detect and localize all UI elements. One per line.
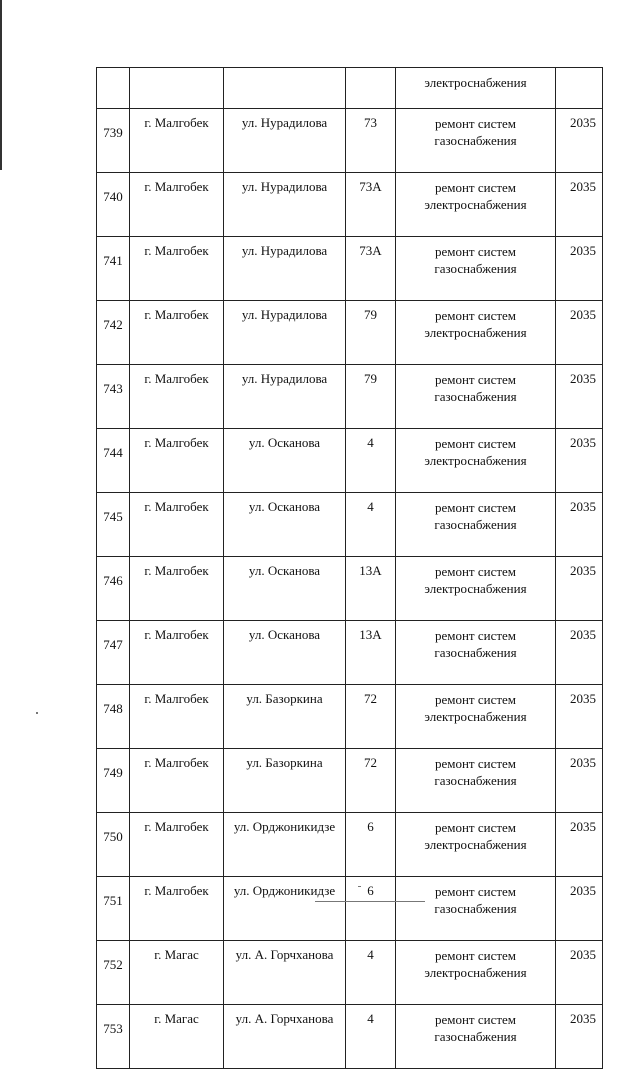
- city-cell: [130, 749, 224, 813]
- work-text: газоснабжения: [434, 133, 517, 148]
- footer-rule: [315, 901, 425, 902]
- work-cell: [396, 173, 556, 237]
- house-text: 6: [367, 819, 374, 834]
- street-cell: [224, 685, 346, 749]
- street-cell: [224, 941, 346, 1005]
- table-row: [97, 1005, 603, 1069]
- house-cell: [346, 877, 396, 941]
- city-cell: [130, 621, 224, 685]
- street-text: ул. Нурадилова: [241, 179, 328, 194]
- city-cell: [130, 813, 224, 877]
- work-cell: [396, 877, 556, 941]
- year-text: 2035: [570, 307, 596, 322]
- num-text: 742: [103, 317, 123, 332]
- street-cell: [224, 877, 346, 941]
- city-text: г. Малгобек: [144, 371, 209, 386]
- city-cell: [130, 237, 224, 301]
- city-text: г. Малгобек: [144, 435, 209, 450]
- num-cell: [97, 557, 130, 621]
- house-cell: [346, 621, 396, 685]
- city-text: г. Малгобек: [144, 883, 209, 898]
- num-cell: [97, 749, 130, 813]
- house-cell: [346, 365, 396, 429]
- num-cell: [97, 877, 130, 941]
- table-row: [97, 493, 603, 557]
- street-cell: [224, 749, 346, 813]
- table-row: [97, 173, 603, 237]
- work-text: газоснабжения: [434, 1029, 517, 1044]
- work-cell: [396, 621, 556, 685]
- house-cell: [346, 1005, 396, 1069]
- city-text: г. Малгобек: [144, 691, 209, 706]
- work-text: электроснабжения: [424, 581, 527, 596]
- street-cell: [224, 621, 346, 685]
- street-text: ул. Базоркина: [246, 691, 323, 706]
- num-cell: [97, 365, 130, 429]
- street-text: ул. Нурадилова: [241, 371, 328, 386]
- street-cell: [224, 301, 346, 365]
- num-text: 743: [103, 381, 123, 396]
- year-cell: [556, 173, 603, 237]
- street-text: ул. Нурадилова: [241, 115, 328, 130]
- year-text: 2035: [570, 499, 596, 514]
- num-text: 753: [103, 1021, 123, 1036]
- num-text: 749: [103, 765, 123, 780]
- year-text: 2035: [570, 755, 596, 770]
- num-text: 741: [103, 253, 123, 268]
- house-text: 79: [364, 307, 377, 322]
- work-text: ремонт систем: [434, 436, 517, 451]
- city-text: г. Малгобек: [144, 755, 209, 770]
- house-cell: [346, 429, 396, 493]
- street-text: ул. Осканова: [248, 499, 321, 514]
- num-text: 746: [103, 573, 123, 588]
- num-cell: [97, 429, 130, 493]
- year-text: 2035: [570, 691, 596, 706]
- work-text: ремонт систем: [434, 500, 517, 515]
- work-text: газоснабжения: [434, 517, 517, 532]
- work-text: газоснабжения: [434, 645, 517, 660]
- num-cell: [97, 1005, 130, 1069]
- table-row: [97, 109, 603, 173]
- work-text: газоснабжения: [434, 389, 517, 404]
- scan-speck: [36, 712, 38, 714]
- work-text: ремонт систем: [434, 564, 517, 579]
- city-text: г. Малгобек: [144, 243, 209, 258]
- house-text: 72: [364, 691, 377, 706]
- work-text: ремонт систем: [434, 1012, 517, 1027]
- num-cell: [97, 685, 130, 749]
- city-cell: [130, 365, 224, 429]
- year-cell: [556, 237, 603, 301]
- year-text: 2035: [570, 883, 596, 898]
- work-text: ремонт систем: [434, 372, 517, 387]
- continuation-row: [97, 68, 603, 109]
- table-row: [97, 237, 603, 301]
- year-cell: [556, 493, 603, 557]
- register-table: [96, 67, 603, 1069]
- work-text: ремонт систем: [434, 692, 517, 707]
- year-cell: [556, 941, 603, 1005]
- year-text: 2035: [570, 371, 596, 386]
- table-row: [97, 557, 603, 621]
- house-text: 72: [364, 755, 377, 770]
- year-cell: [556, 365, 603, 429]
- work-text: газоснабжения: [434, 901, 517, 916]
- city-cell: [130, 941, 224, 1005]
- num-cell: [97, 621, 130, 685]
- street-text: ул. А. Горчханова: [235, 947, 334, 962]
- city-text: г. Малгобек: [144, 819, 209, 834]
- year-cell: [556, 1005, 603, 1069]
- table-row: [97, 749, 603, 813]
- table-row: [97, 621, 603, 685]
- street-text: ул. Нурадилова: [241, 307, 328, 322]
- street-cell: [224, 557, 346, 621]
- work-text: электроснабжения: [424, 75, 527, 90]
- year-text: 2035: [570, 435, 596, 450]
- num-cell: [97, 173, 130, 237]
- work-text: электроснабжения: [424, 837, 527, 852]
- work-cell: [396, 301, 556, 365]
- year-text: 2035: [570, 179, 596, 194]
- street-cell: [224, 429, 346, 493]
- work-text: электроснабжения: [424, 965, 527, 980]
- work-text: газоснабжения: [434, 261, 517, 276]
- street-cell: [224, 68, 346, 109]
- city-cell: [130, 557, 224, 621]
- work-text: ремонт систем: [434, 308, 517, 323]
- city-cell: [130, 493, 224, 557]
- num-text: 751: [103, 893, 123, 908]
- num-text: 739: [103, 125, 123, 140]
- city-text: г. Магас: [154, 947, 199, 962]
- work-cell: [396, 365, 556, 429]
- city-cell: [130, 109, 224, 173]
- street-text: ул. Орджоникидзе: [233, 883, 336, 898]
- year-cell: [556, 109, 603, 173]
- work-cell: [396, 109, 556, 173]
- year-cell: [556, 749, 603, 813]
- year-cell: [556, 813, 603, 877]
- year-cell: [556, 429, 603, 493]
- table-row: [97, 301, 603, 365]
- city-cell: [130, 429, 224, 493]
- work-text: электроснабжения: [424, 325, 527, 340]
- table-row: [97, 813, 603, 877]
- city-text: г. Малгобек: [144, 115, 209, 130]
- city-text: г. Малгобек: [144, 499, 209, 514]
- house-cell: [346, 493, 396, 557]
- street-text: ул. А. Горчханова: [235, 1011, 334, 1026]
- table-row: [97, 877, 603, 941]
- work-text: ремонт систем: [434, 116, 517, 131]
- work-cell: [396, 813, 556, 877]
- city-text: г. Малгобек: [144, 179, 209, 194]
- num-text: 740: [103, 189, 123, 204]
- year-text: 2035: [570, 947, 596, 962]
- city-cell: [130, 685, 224, 749]
- year-cell: [556, 621, 603, 685]
- house-text: 13А: [359, 627, 382, 642]
- house-text: 4: [367, 499, 374, 514]
- work-cell: [396, 493, 556, 557]
- city-cell: [130, 173, 224, 237]
- city-text: г. Малгобек: [144, 307, 209, 322]
- year-cell: [556, 877, 603, 941]
- house-text: 13А: [359, 563, 382, 578]
- year-cell: [556, 301, 603, 365]
- num-cell: [97, 68, 130, 109]
- work-cell: [396, 237, 556, 301]
- num-text: 744: [103, 445, 123, 460]
- num-cell: [97, 941, 130, 1005]
- house-cell: [346, 557, 396, 621]
- year-cell: [556, 68, 603, 109]
- work-cell: [396, 429, 556, 493]
- street-text: ул. Орджоникидзе: [233, 819, 336, 834]
- house-text: 4: [367, 947, 374, 962]
- work-text: электроснабжения: [424, 709, 527, 724]
- house-text: 79: [364, 371, 377, 386]
- street-cell: [224, 813, 346, 877]
- city-text: г. Малгобек: [144, 627, 209, 642]
- city-cell: [130, 877, 224, 941]
- street-cell: [224, 109, 346, 173]
- year-text: 2035: [570, 819, 596, 834]
- table-row: [97, 941, 603, 1005]
- table-row: [97, 429, 603, 493]
- work-text: ремонт систем: [434, 628, 517, 643]
- scan-page-edge: [0, 0, 2, 170]
- year-text: 2035: [570, 243, 596, 258]
- house-cell: [346, 685, 396, 749]
- num-cell: [97, 109, 130, 173]
- street-cell: [224, 365, 346, 429]
- work-text: газоснабжения: [434, 773, 517, 788]
- street-text: ул. Осканова: [248, 563, 321, 578]
- num-cell: [97, 813, 130, 877]
- num-text: 747: [103, 637, 123, 652]
- house-text: 73: [364, 115, 377, 130]
- street-text: ул. Базоркина: [246, 755, 323, 770]
- year-text: 2035: [570, 1011, 596, 1026]
- house-cell: [346, 237, 396, 301]
- house-cell: [346, 813, 396, 877]
- work-cell: [396, 1005, 556, 1069]
- table-row: [97, 685, 603, 749]
- num-text: 748: [103, 701, 123, 716]
- num-cell: [97, 493, 130, 557]
- work-cell: [396, 941, 556, 1005]
- work-cell: [396, 68, 556, 109]
- year-text: 2035: [570, 563, 596, 578]
- street-cell: [224, 1005, 346, 1069]
- work-cell: [396, 685, 556, 749]
- house-text: 73А: [359, 179, 382, 194]
- num-cell: [97, 301, 130, 365]
- house-cell: [346, 749, 396, 813]
- work-cell: [396, 749, 556, 813]
- year-cell: [556, 685, 603, 749]
- house-text: 4: [367, 1011, 374, 1026]
- house-cell: [346, 941, 396, 1005]
- house-cell: [346, 109, 396, 173]
- house-text: 6: [367, 883, 374, 898]
- house-cell: [346, 68, 396, 109]
- city-cell: [130, 68, 224, 109]
- table-row: [97, 365, 603, 429]
- table-body: [97, 68, 603, 1069]
- year-text: 2035: [570, 627, 596, 642]
- work-text: ремонт систем: [434, 180, 517, 195]
- house-cell: [346, 173, 396, 237]
- street-text: ул. Нурадилова: [241, 243, 328, 258]
- work-cell: [396, 557, 556, 621]
- house-cell: [346, 301, 396, 365]
- street-cell: [224, 237, 346, 301]
- city-cell: [130, 1005, 224, 1069]
- city-text: г. Магас: [154, 1011, 199, 1026]
- street-text: ул. Осканова: [248, 627, 321, 642]
- street-cell: [224, 493, 346, 557]
- house-text: 4: [367, 435, 374, 450]
- work-text: ремонт систем: [434, 820, 517, 835]
- work-text: ремонт систем: [434, 756, 517, 771]
- street-text: ул. Осканова: [248, 435, 321, 450]
- num-cell: [97, 237, 130, 301]
- work-text: ремонт систем: [434, 948, 517, 963]
- city-cell: [130, 301, 224, 365]
- city-text: г. Малгобек: [144, 563, 209, 578]
- num-text: 745: [103, 509, 123, 524]
- work-text: электроснабжения: [424, 197, 527, 212]
- num-text: 750: [103, 829, 123, 844]
- num-text: 752: [103, 957, 123, 972]
- work-text: ремонт систем: [434, 244, 517, 259]
- street-cell: [224, 173, 346, 237]
- house-text: 73А: [359, 243, 382, 258]
- year-cell: [556, 557, 603, 621]
- work-text: ремонт систем: [434, 884, 517, 899]
- work-text: электроснабжения: [424, 453, 527, 468]
- year-text: 2035: [570, 115, 596, 130]
